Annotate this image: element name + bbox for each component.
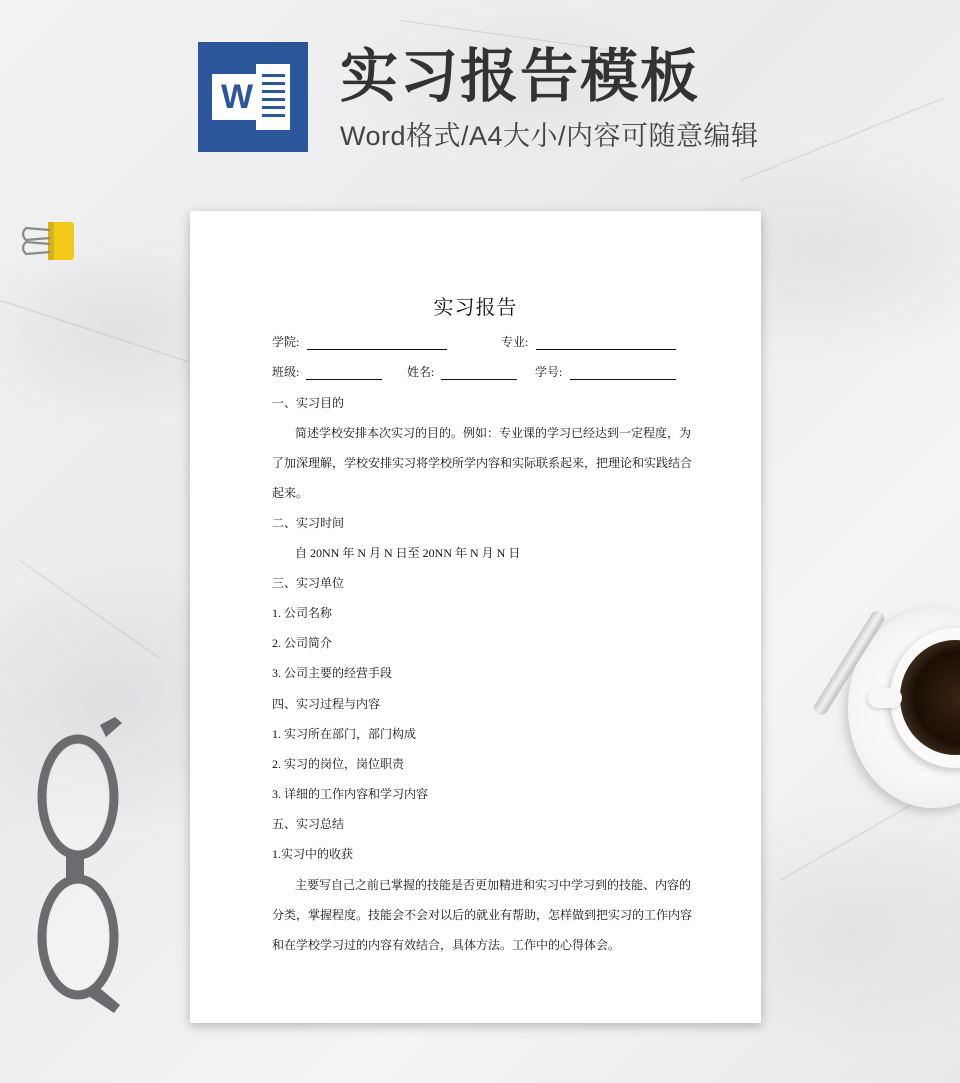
list-item: 3. 公司主要的经营手段	[272, 666, 393, 680]
field-college-blank[interactable]	[307, 349, 447, 350]
section-heading: 五、实习总结	[272, 817, 345, 831]
list-item: 1.实习中的收获	[272, 847, 354, 861]
paragraph-line: 起来。	[272, 486, 309, 500]
list-item: 2. 实习的岗位，岗位职责	[272, 757, 405, 771]
paragraph-line: 主要写自己之前已掌握的技能是否更加精进和实习中学习到的技能、内容的	[295, 878, 692, 892]
field-student-id-blank[interactable]	[570, 379, 676, 380]
list-item: 3. 详细的工作内容和学习内容	[272, 787, 429, 801]
paragraph-line: 了加深理解，学校安排实习将学校所学内容和实际联系起来，把理论和实践结合	[272, 456, 693, 470]
binder-clip-icon	[18, 218, 78, 264]
list-item: 1. 公司名称	[272, 606, 333, 620]
paragraph-line: 简述学校安排本次实习的目的。例如：专业课的学习已经达到一定程度，为	[295, 426, 692, 440]
field-name-label: 姓名:	[407, 365, 435, 379]
paragraph-line: 和在学校学习过的内容有效结合，具体方法。工作中的心得体会。	[272, 938, 621, 952]
field-name-blank[interactable]	[441, 379, 517, 380]
page-title: 实习报告模板	[340, 44, 701, 109]
document-title: 实习报告	[433, 297, 518, 319]
list-item: 1. 实习所在部门，部门构成	[272, 727, 417, 741]
list-item: 2. 公司简介	[272, 636, 333, 650]
field-major-label: 专业:	[501, 335, 529, 349]
marble-vein	[740, 98, 944, 181]
paragraph-line: 自 20NN 年 N 月 N 日至 20NN 年 N 月 N 日	[295, 546, 521, 560]
marble-vein	[20, 560, 160, 658]
page-subtitle: Word格式/A4大小/内容可随意编辑	[340, 121, 759, 151]
field-major-blank[interactable]	[536, 349, 676, 350]
document-page	[190, 211, 761, 1023]
section-heading: 一、实习目的	[272, 396, 345, 410]
word-logo-letter: W	[212, 74, 262, 120]
paragraph-line: 分类，掌握程度。技能会不会对以后的就业有帮助，怎样做到把实习的工作内容	[272, 908, 693, 922]
eyeglasses-icon	[30, 715, 130, 1015]
word-logo-icon	[198, 42, 308, 152]
field-college-label: 学院:	[272, 335, 300, 349]
cup-handle	[868, 688, 902, 708]
section-heading: 二、实习时间	[272, 516, 345, 530]
section-heading: 四、实习过程与内容	[272, 697, 381, 711]
field-student-id-label: 学号:	[535, 365, 563, 379]
section-heading: 三、实习单位	[272, 576, 345, 590]
field-class-label: 班级:	[272, 365, 300, 379]
field-class-blank[interactable]	[306, 379, 382, 380]
